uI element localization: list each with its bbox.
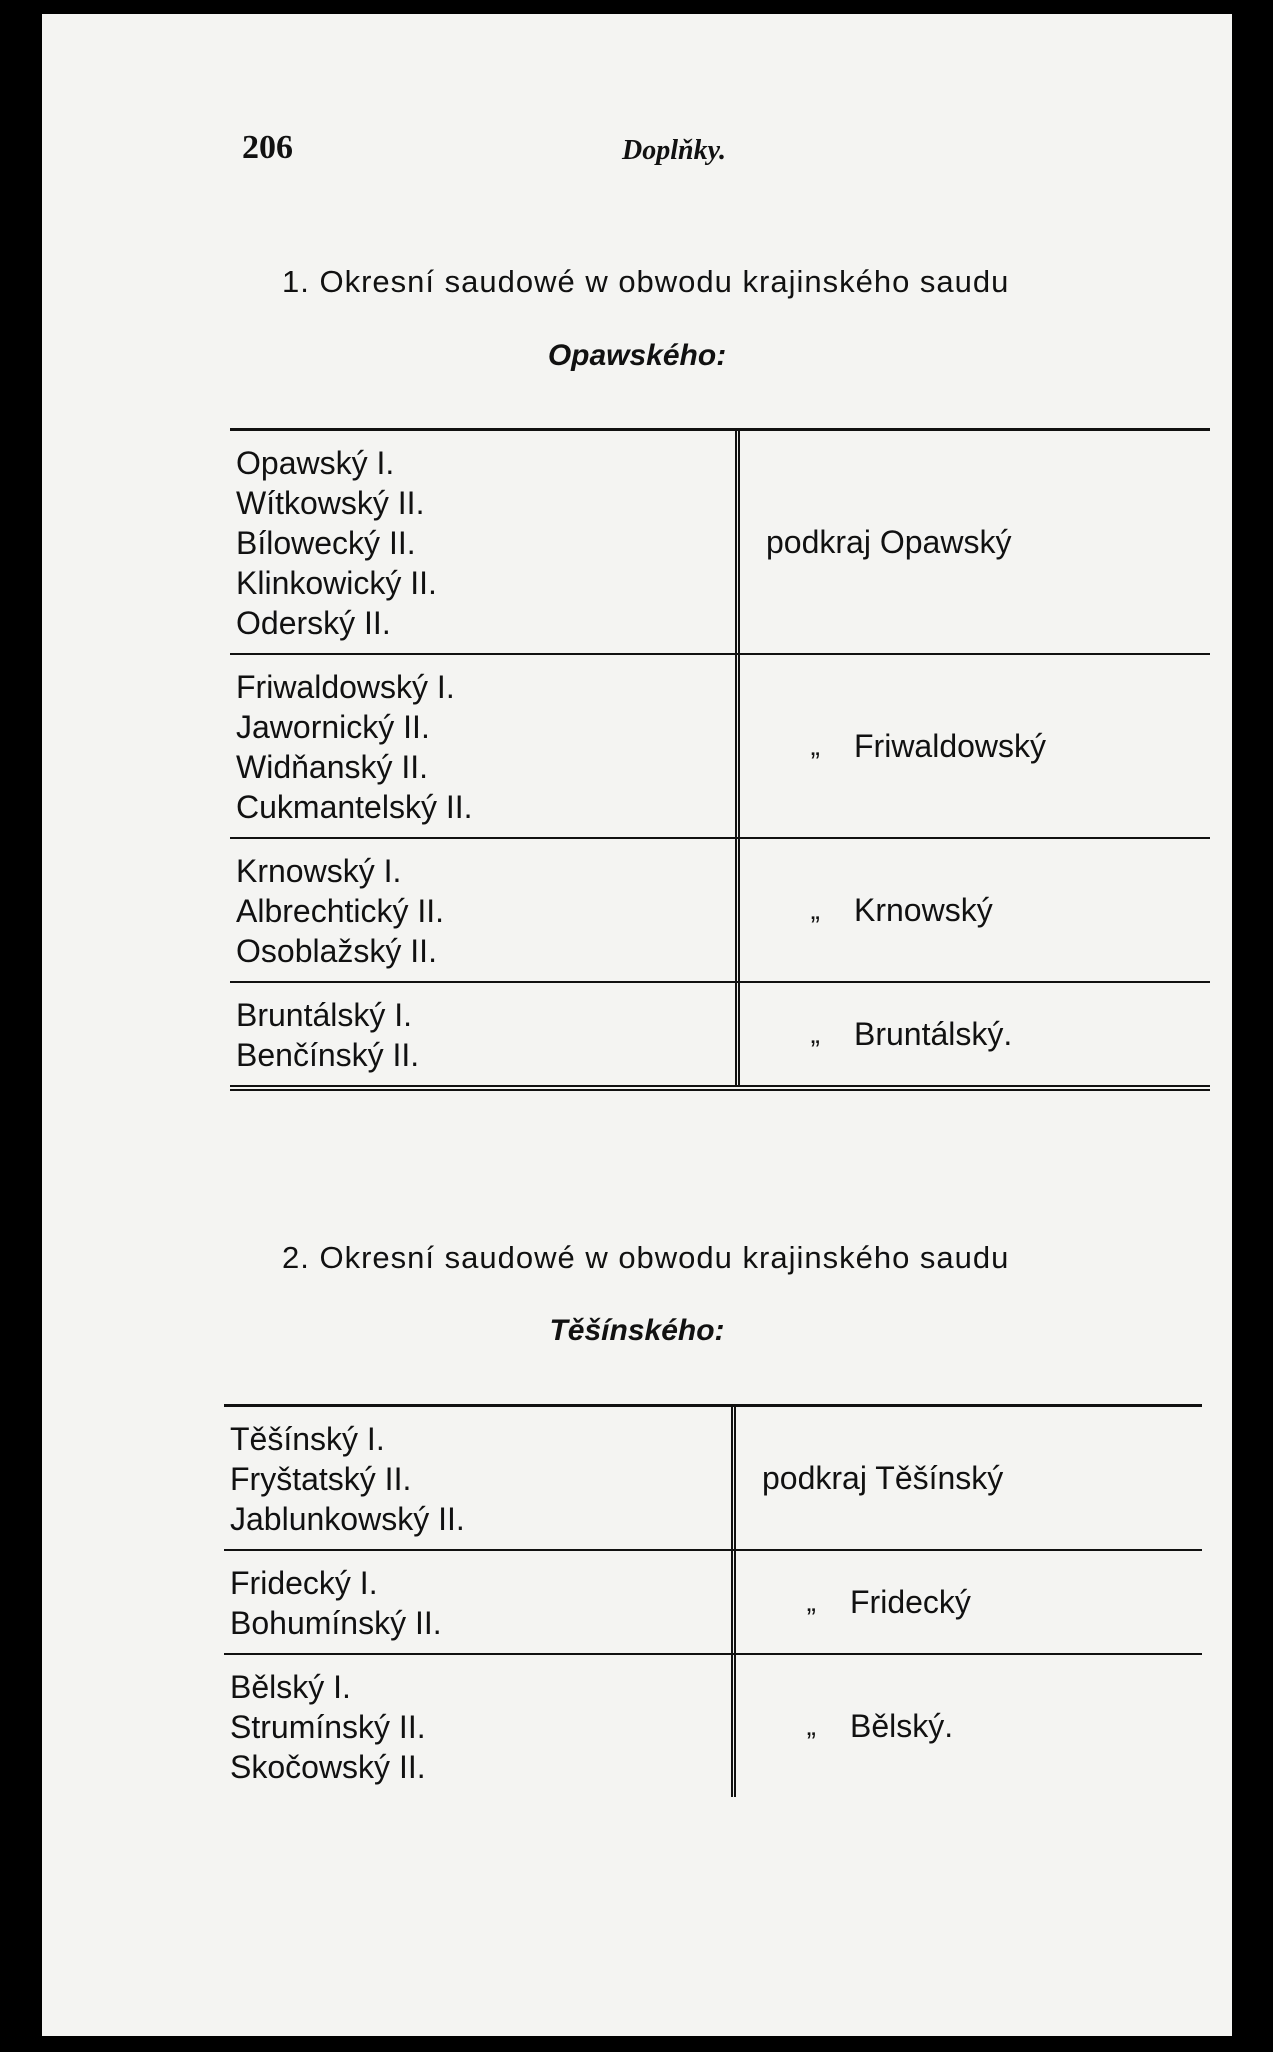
region-name: Friwaldowský <box>854 727 1047 764</box>
section-1-table <box>230 428 1210 1091</box>
court-name: Klinkowický II. <box>236 565 437 601</box>
ditto-mark: „ <box>810 1018 820 1049</box>
ditto-mark: „ <box>810 730 820 761</box>
section-2-subheading: Těšínského: <box>549 1314 725 1347</box>
court-name: Těšínský I. <box>230 1421 385 1457</box>
court-name: Bělský I. <box>230 1669 351 1705</box>
court-name: Skočowský II. <box>230 1749 426 1785</box>
section-2-table <box>224 1404 1202 1797</box>
table-row <box>224 1549 1202 1653</box>
table-row <box>230 653 1210 837</box>
court-list <box>224 1407 736 1549</box>
region-name: podkraj Těšínský <box>762 1459 1004 1496</box>
region-name: Bělský. <box>850 1707 954 1744</box>
court-name: Friwaldowský I. <box>236 669 455 705</box>
court-name: Osoblažský II. <box>236 933 437 969</box>
region-cell <box>736 1551 1202 1653</box>
page-number: 206 <box>242 129 293 166</box>
section-2-heading: 2. Okresní saudowé w obwodu krajinského saudu <box>282 1240 1010 1275</box>
region-name: Fridecký <box>850 1583 971 1620</box>
court-name: Jawornický II. <box>236 709 430 745</box>
court-list <box>224 1551 736 1653</box>
court-name: Opawský I. <box>236 445 395 481</box>
court-name: Cukmantelský II. <box>236 789 473 825</box>
court-name: Bruntálský I. <box>236 997 413 1033</box>
section-1-heading: 1. Okresní saudowé w obwodu krajinského saudu <box>282 264 1010 299</box>
court-name: Wítkowský II. <box>236 485 425 521</box>
table-row <box>230 837 1210 981</box>
region-cell <box>740 983 1210 1085</box>
region-cell <box>736 1407 1202 1549</box>
book-page <box>42 14 1232 2036</box>
court-name: Fridecký I. <box>230 1565 378 1601</box>
court-name: Benčínský II. <box>236 1037 420 1073</box>
section-1-subheading: Opawského: <box>547 339 727 372</box>
court-list <box>230 655 740 837</box>
region-cell <box>740 431 1210 653</box>
ditto-mark: „ <box>810 894 820 925</box>
court-name: Oderský II. <box>236 605 391 641</box>
court-list <box>224 1655 736 1797</box>
table-row <box>224 1407 1202 1549</box>
court-name: Fryštatský II. <box>230 1461 412 1497</box>
running-title: Doplňky. <box>622 135 726 166</box>
ditto-mark: „ <box>806 1710 816 1741</box>
court-name: Widňanský II. <box>236 749 429 785</box>
court-list <box>230 431 740 653</box>
court-name: Strumínský II. <box>230 1709 426 1745</box>
court-list <box>230 839 740 981</box>
region-cell <box>736 1655 1202 1797</box>
region-cell <box>740 655 1210 837</box>
region-name: Bruntálský. <box>854 1015 1013 1052</box>
region-cell <box>740 839 1210 981</box>
court-list <box>230 983 740 1085</box>
table-row <box>230 431 1210 653</box>
court-name: Jablunkowský II. <box>230 1501 465 1537</box>
court-name: Albrechtický II. <box>236 893 445 929</box>
region-name: Krnowský <box>854 891 993 928</box>
court-name: Krnowský I. <box>236 853 402 889</box>
table-row <box>224 1653 1202 1797</box>
region-name: podkraj Opawský <box>766 523 1012 560</box>
court-name: Bílowecký II. <box>236 525 416 561</box>
court-name: Bohumínský II. <box>230 1605 442 1641</box>
table-row <box>230 981 1210 1085</box>
ditto-mark: „ <box>806 1586 816 1617</box>
running-head <box>242 129 1152 169</box>
